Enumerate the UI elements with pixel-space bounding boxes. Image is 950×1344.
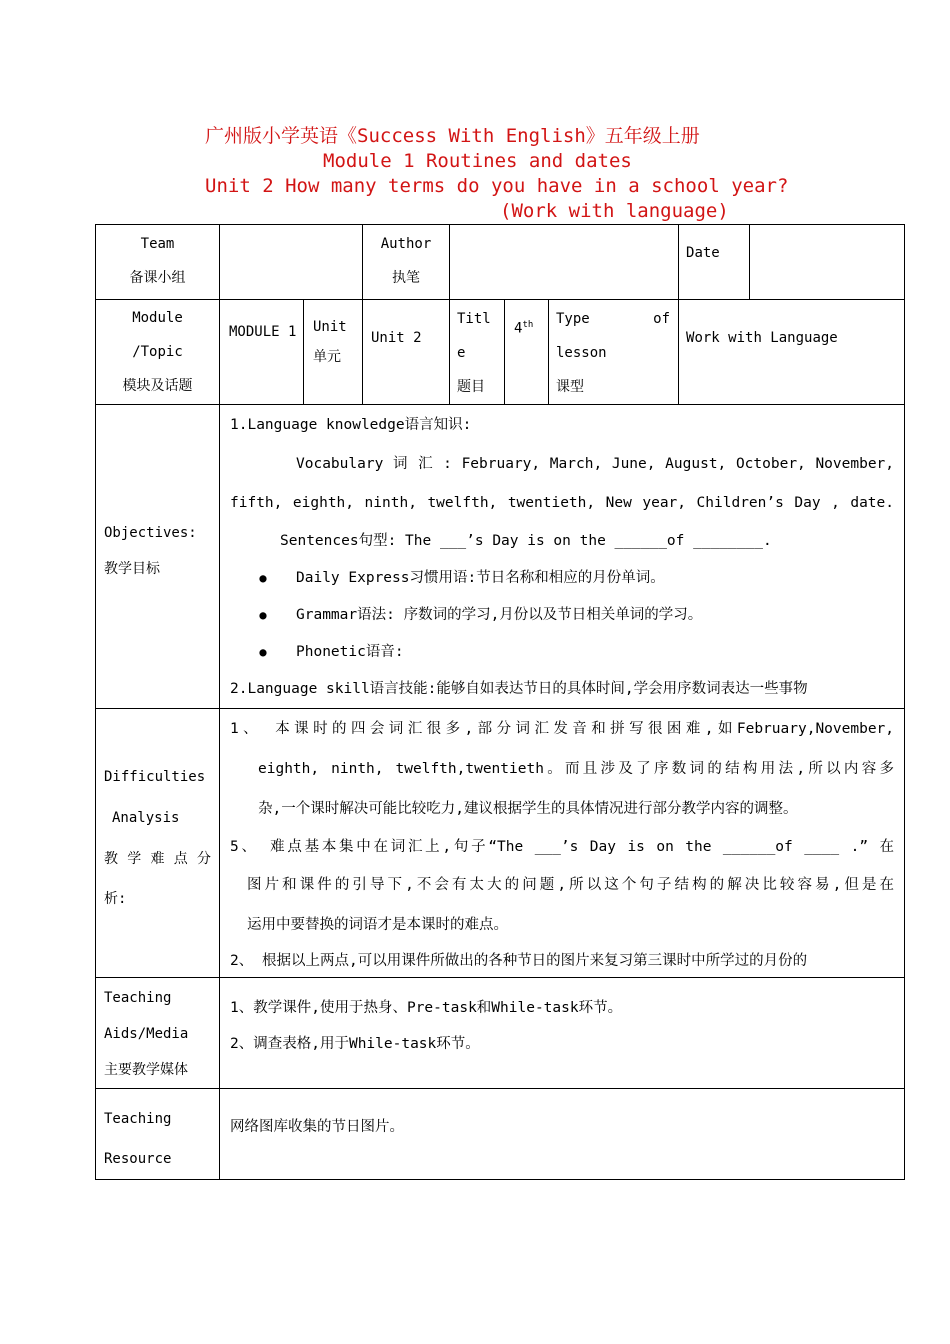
objectives-label-cell	[96, 405, 220, 709]
difficulties-content-cell	[220, 709, 905, 978]
doc-title-module: Module 1 Routines and dates	[323, 150, 632, 172]
aids-label-cell	[96, 978, 220, 1089]
team-value-cell	[220, 225, 363, 300]
title-label-cell	[450, 300, 505, 405]
doc-title-unit: Unit 2 How many terms do you have in a school year?	[205, 175, 789, 197]
title-label-cn: 题目	[457, 379, 485, 395]
unit-value-cell	[363, 300, 450, 405]
difficulties-label-cell	[96, 709, 220, 978]
objective-sentences: Sentences句型: The ___’s Day is on the ______of ________.	[280, 533, 772, 549]
aids-label-1: Teaching	[104, 990, 172, 1006]
doc-title-line1: 广州版小学英语《Success With English》五年级上册	[205, 125, 700, 147]
aids-content-cell	[220, 978, 905, 1089]
title-label-en-a: Titl	[457, 311, 491, 327]
objective-vocabulary: Vocabulary 词 汇 : February, March, June, August, October, November,	[296, 456, 895, 472]
objectives-label-en: Objectives:	[104, 525, 197, 541]
objectives-content-cell	[220, 405, 905, 709]
row-module	[96, 300, 905, 405]
unit-value: Unit 2	[371, 330, 422, 346]
title-value-cell	[505, 300, 549, 405]
author-label-cell	[363, 225, 450, 300]
aids-label-2: Aids/Media	[104, 1026, 189, 1042]
team-label-cn: 备课小组	[129, 270, 186, 286]
aids-label-3: 主要教学媒体	[104, 1062, 188, 1078]
unit-label-en: Unit	[313, 319, 347, 335]
objective-vocabulary-cont: fifth, eighth, ninth, twelfth, twentieth, New year, Children’s Day , date.	[230, 495, 895, 511]
module-value-cell	[220, 300, 304, 405]
resource-value: 网络图库收集的节日图片。	[230, 1119, 404, 1135]
type-label-en: Type	[556, 311, 590, 327]
bullet-icon: ●	[259, 571, 267, 585]
objective-knowledge: 1.Language knowledge语言知识:	[230, 417, 472, 433]
row-aids	[96, 978, 905, 1089]
difficulties-label-en2: Analysis	[112, 810, 180, 826]
date-label: Date	[686, 245, 720, 261]
doc-title-lesson: (Work with language)	[500, 200, 729, 222]
row-objectives	[96, 405, 905, 709]
title-label-en-b: e	[457, 345, 466, 361]
row-team	[96, 225, 905, 300]
date-value-cell	[750, 225, 905, 300]
module-label-en: Module	[132, 310, 183, 326]
type-value-cell	[679, 300, 905, 405]
bullet-icon: ●	[259, 645, 267, 659]
type-label-cell	[549, 300, 679, 405]
difficulties-label-en1: Difficulties	[104, 769, 206, 785]
resource-label-1: Teaching	[104, 1111, 172, 1127]
topic-label-en: /Topic	[132, 344, 183, 360]
date-label-cell	[679, 225, 750, 300]
difficulty-2a: 5、 难点基本集中在词汇上,句子“The ___’s Day is on the ______of ____ .” 在	[230, 839, 895, 855]
difficulty-2b: 图片和课件的引导下,不会有太大的问题,所以这个句子结构的解决比较容易,但是在	[247, 877, 895, 893]
objectives-label-cn: 教学目标	[104, 561, 160, 577]
team-label-cell	[96, 225, 220, 300]
resource-content-cell	[220, 1089, 905, 1180]
module-value: MODULE 1	[229, 324, 297, 340]
aid-item-2: 2、调查表格,用于While-task环节。	[230, 1036, 480, 1052]
aid-item-1: 1、教学课件,使用于热身、Pre-task和While-task环节。	[230, 1000, 623, 1016]
difficulty-3: 2、 根据以上两点,可以用课件所做出的各种节日的图片来复习第三课时中所学过的月份的	[230, 953, 808, 969]
difficulties-label-cn1: 教 学 难 点 分	[104, 851, 211, 867]
lesson-label-en: lesson	[556, 345, 607, 361]
difficulty-2c: 运用中要替换的词语才是本课时的难点。	[247, 917, 508, 933]
objective-grammar: ● Grammar语法: 序数词的学习,月份以及节日相关单词的学习。	[230, 597, 894, 634]
difficulty-1a: 1、 本课时的四会词汇很多,部分词汇发音和拼写很困难,如February,November,	[230, 721, 895, 737]
team-label-en: Team	[140, 236, 175, 252]
module-label-cell	[96, 300, 220, 405]
type-value: Work with Language	[686, 330, 838, 346]
difficulty-1c: 杂,一个课时解决可能比较吃力,建议根据学生的具体情况进行部分教学内容的调整。	[258, 801, 798, 817]
objective-phonetic: ● Phonetic语音:	[230, 634, 894, 671]
row-difficulties	[96, 709, 905, 978]
difficulties-label-cn2: 析:	[104, 891, 127, 907]
resource-label-2: Resource	[104, 1151, 172, 1167]
resource-label-cell	[96, 1089, 220, 1180]
title-value: 4th	[514, 320, 534, 337]
unit-label-cn: 单元	[313, 349, 341, 365]
author-value-cell	[450, 225, 679, 300]
lesson-plan-table	[95, 224, 905, 1180]
row-resource	[96, 1089, 905, 1180]
bullet-icon: ●	[259, 608, 267, 622]
difficulty-1b: eighth, ninth, twelfth,twentieth。而且涉及了序数词的结构用法,所以内容多	[258, 761, 895, 777]
type-label-cn: 课型	[556, 379, 584, 395]
module-label-cn: 模块及话题	[122, 378, 193, 394]
of-label-en: of	[653, 311, 671, 327]
objective-daily-express: ● Daily Express习惯用语:节日名称和相应的月份单词。	[230, 560, 894, 597]
objective-skill: 2.Language skill语言技能:能够自如表达节日的具体时间,学会用序数词表达一些事物	[230, 681, 808, 697]
author-label-cn: 执笔	[392, 270, 420, 286]
author-label-en: Author	[380, 236, 432, 252]
unit-label-cell	[304, 300, 363, 405]
